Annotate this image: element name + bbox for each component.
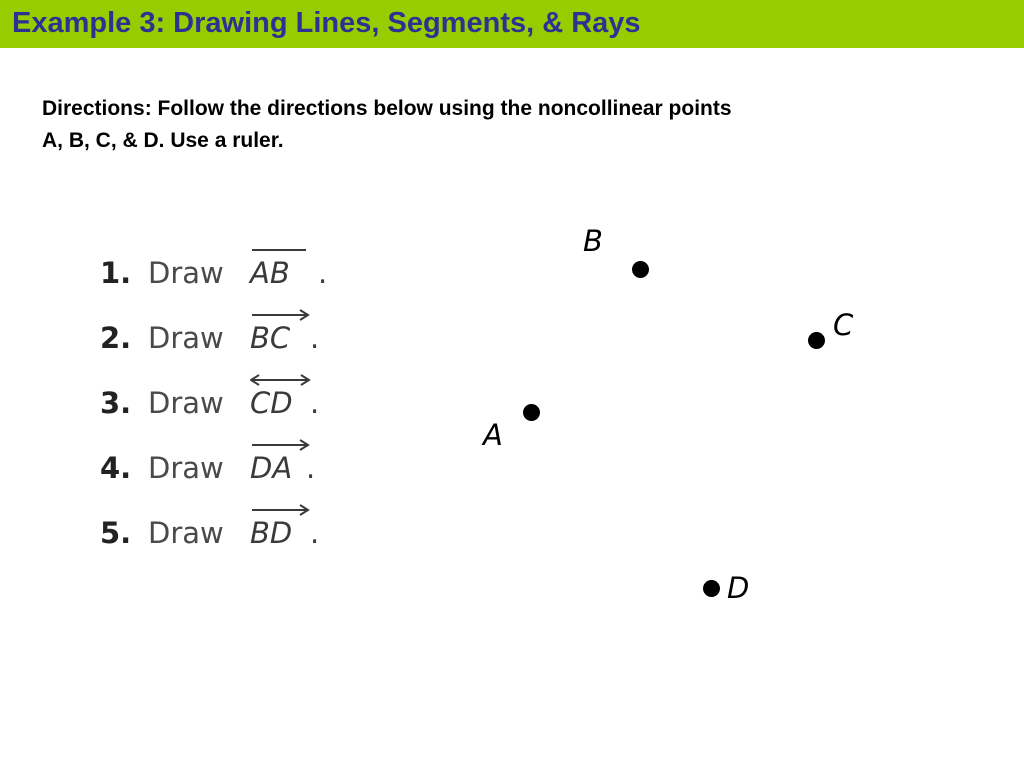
point-c-label: C — [833, 308, 854, 342]
step-1-number: 1. — [100, 256, 132, 290]
step-3-number: 3. — [100, 386, 132, 420]
step-5-number: 5. — [100, 516, 132, 550]
point-d-dot — [703, 580, 720, 597]
step-4-word: Draw — [148, 451, 224, 485]
step-1-letters: AB — [250, 256, 290, 290]
step-3-letters: CD — [250, 386, 293, 420]
directions-line-1: Directions: Follow the directions below using the noncollinear points — [42, 97, 732, 120]
step-2-number: 2. — [100, 321, 132, 355]
segment-bar-icon — [250, 242, 310, 256]
step-1-period: . — [318, 256, 328, 290]
step-4-letters: DA — [250, 451, 293, 485]
step-5-word: Draw — [148, 516, 224, 550]
point-c-dot — [808, 332, 825, 349]
ray-arrow-icon — [250, 502, 314, 516]
point-d-label: D — [727, 571, 750, 605]
point-a-label: A — [483, 418, 503, 452]
directions-text — [42, 93, 1002, 157]
step-4-period: . — [306, 451, 316, 485]
step-2-period: . — [310, 321, 320, 355]
step-5-letters: BD — [250, 516, 293, 550]
title-bar — [0, 0, 1024, 48]
directions-line-2: A, B, C, & D. Use a ruler. — [42, 129, 284, 152]
slide-title: Example 3: Drawing Lines, Segments, & Rays — [12, 7, 641, 39]
step-1-word: Draw — [148, 256, 224, 290]
step-3-period: . — [310, 386, 320, 420]
line-double-arrow-icon — [250, 372, 314, 386]
point-b-dot — [632, 261, 649, 278]
ray-arrow-icon — [250, 307, 314, 321]
point-b-label: B — [583, 224, 603, 258]
step-3-word: Draw — [148, 386, 224, 420]
step-2-word: Draw — [148, 321, 224, 355]
step-4-number: 4. — [100, 451, 132, 485]
step-5-period: . — [310, 516, 320, 550]
point-a-dot — [523, 404, 540, 421]
step-2-letters: BC — [250, 321, 291, 355]
ray-arrow-icon — [250, 437, 314, 451]
